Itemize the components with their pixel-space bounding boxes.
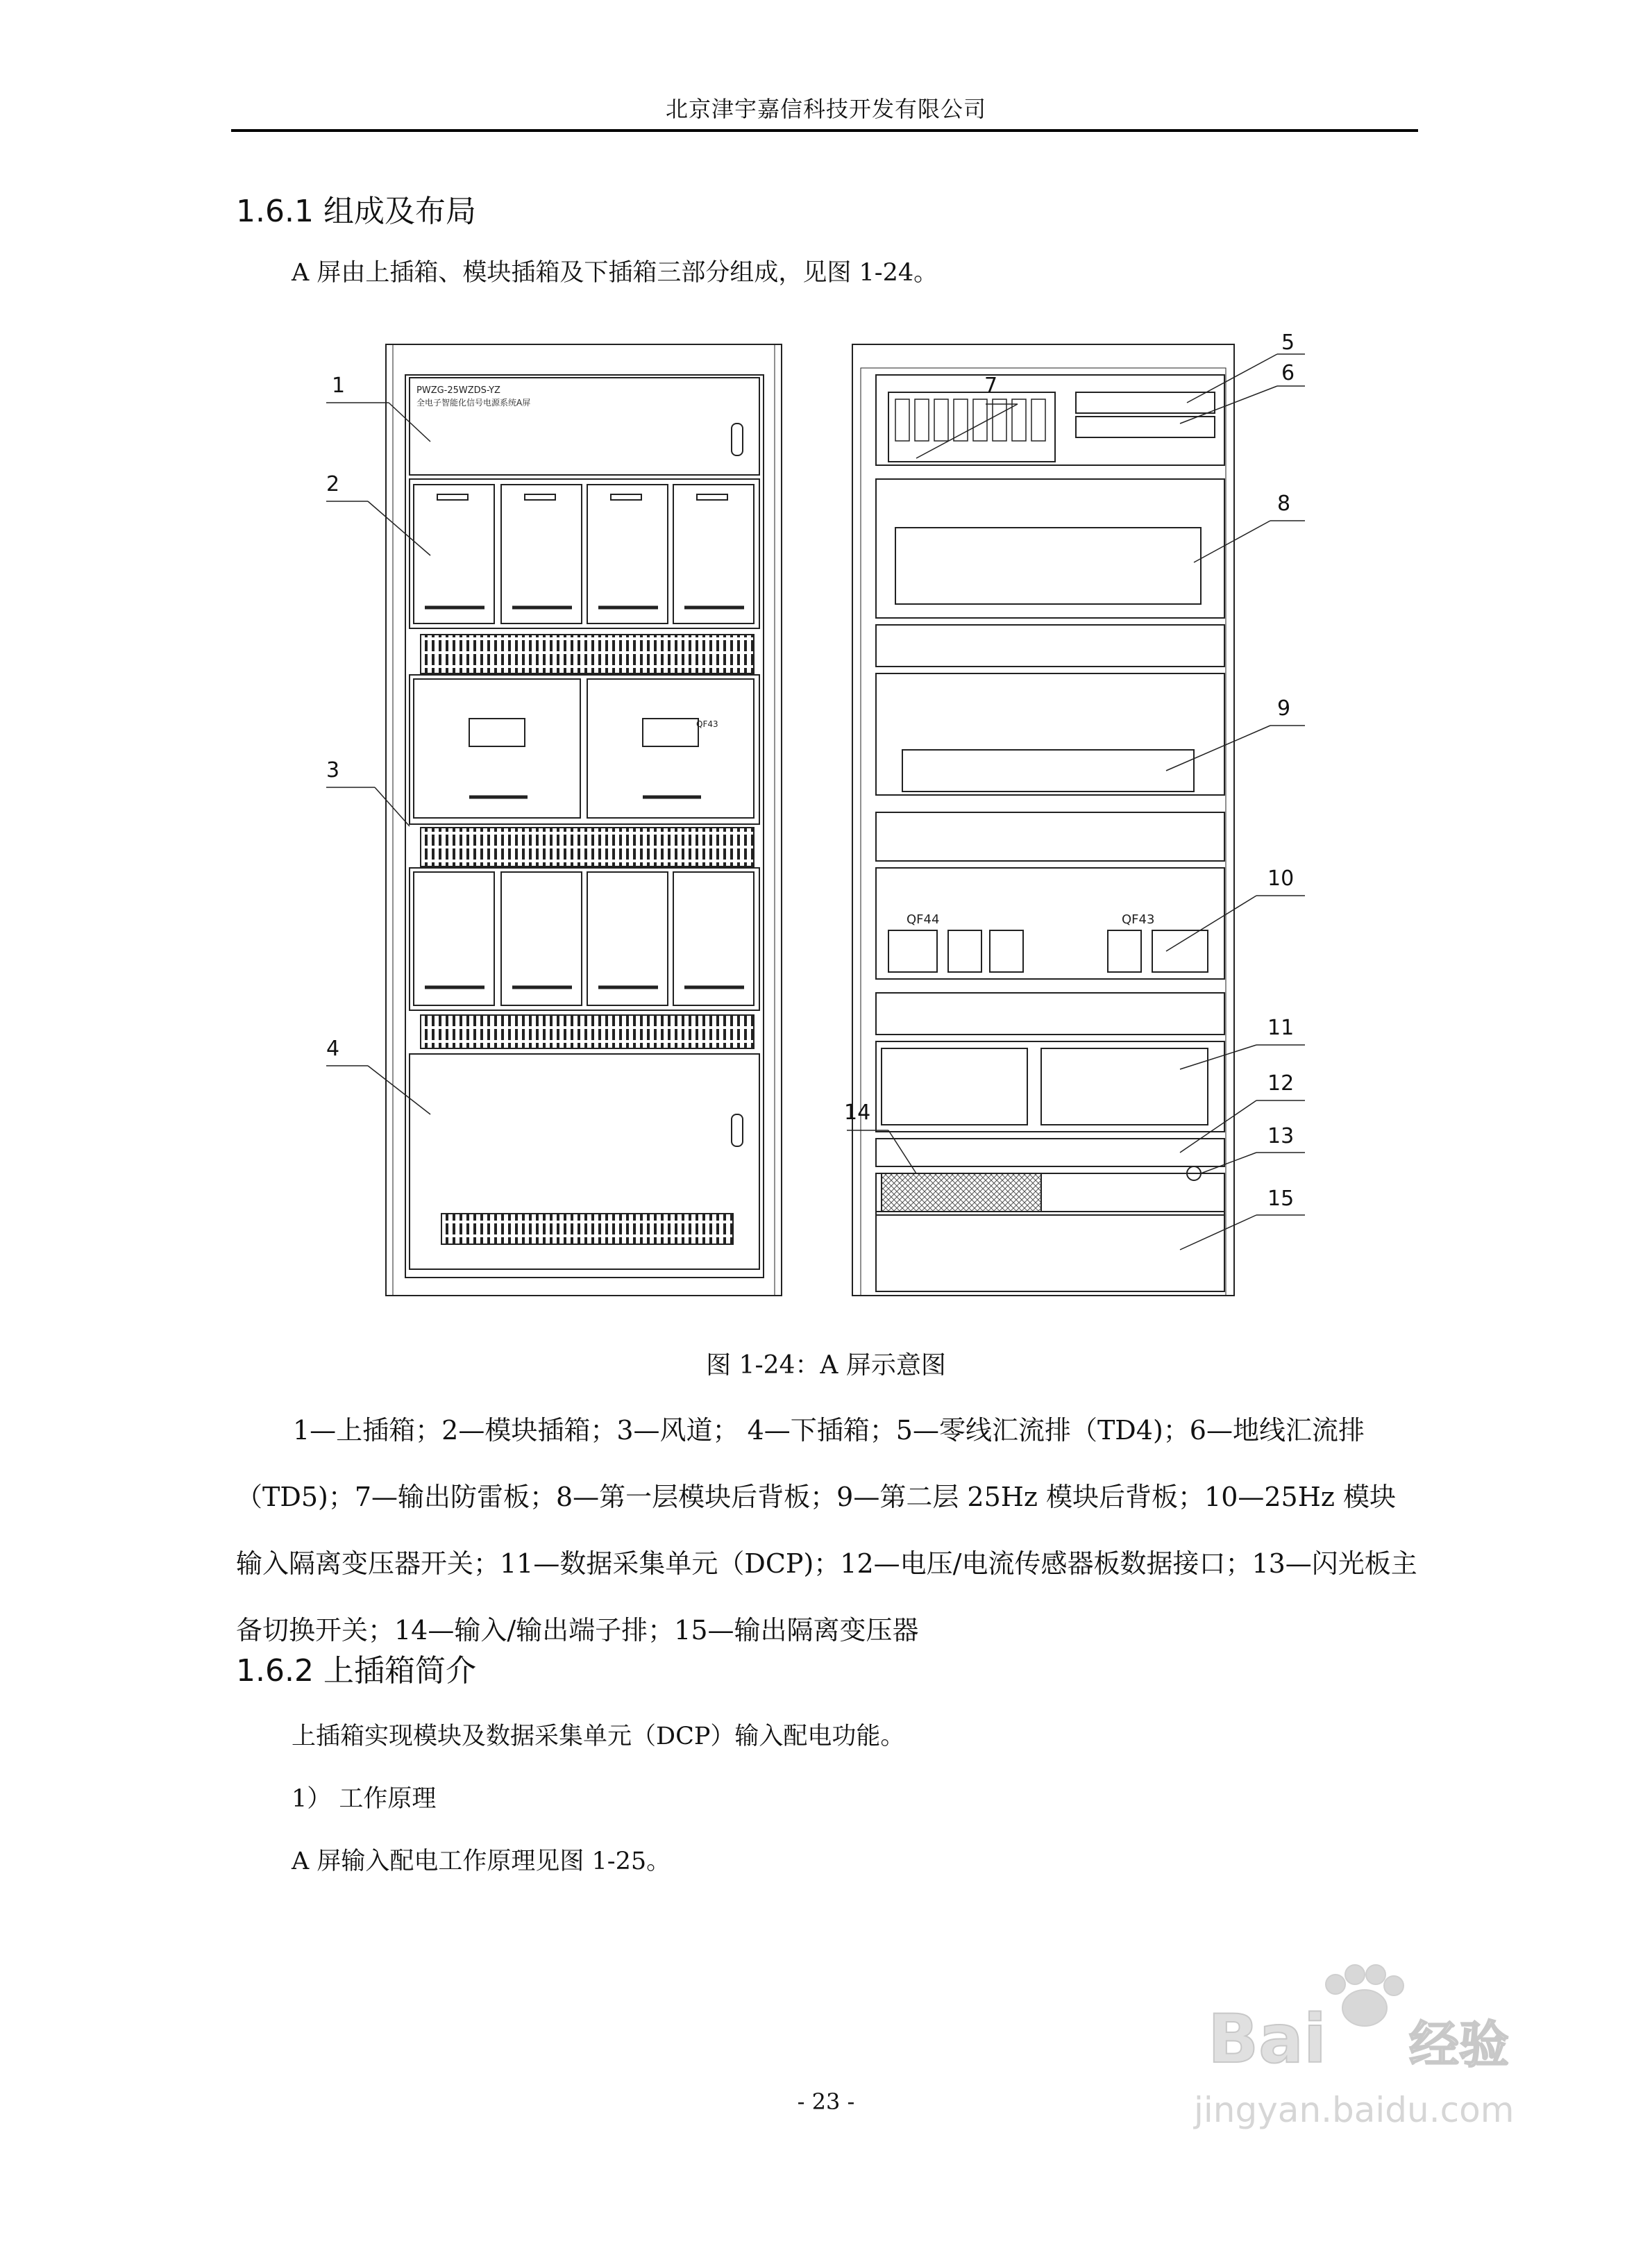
page-number: - 23 -: [797, 2088, 855, 2115]
figure-caption: 图 1-24：A 屏示意图: [706, 1351, 946, 1380]
section-heading-1-6-2: 1.6.2 上插箱简介: [236, 1653, 476, 1689]
lightning-board: [888, 392, 1055, 462]
callout-2: 2: [326, 472, 340, 496]
callout-11: 11: [1267, 1016, 1295, 1040]
callout-10: 10: [1267, 866, 1295, 891]
rear-cabinet: [852, 344, 1234, 1296]
callout-8: 8: [1277, 492, 1291, 516]
module-backplane-1: [876, 479, 1224, 618]
section-2-list-item-1: 1） 工作原理: [292, 1785, 437, 1813]
output-transformer: [876, 1212, 1224, 1291]
callout-numbers: [326, 330, 1295, 1211]
section-heading-1-6-1: 1.6.1 组成及布局: [236, 194, 476, 229]
callout-14: 14: [844, 1100, 871, 1125]
callout-6: 6: [1281, 361, 1295, 385]
front-panel-model: PWZG-25WZDS-YZ: [416, 385, 500, 396]
module-row-1: [414, 485, 754, 623]
terminal-block: [882, 1173, 1041, 1212]
callout-1: 1: [332, 374, 346, 398]
callout-12: 12: [1267, 1071, 1295, 1096]
breaker-label-right-rear: QF43: [1122, 912, 1155, 927]
callout-9: 9: [1277, 696, 1291, 721]
callout-lines: [326, 354, 1305, 1250]
callout-5: 5: [1281, 330, 1295, 355]
baidu-watermark: [1166, 1958, 1555, 2130]
watermark-brand-2: 经验: [1409, 2016, 1510, 2074]
fan-duct-3: [421, 1015, 754, 1048]
section-2-paragraph-1: 上插箱实现模块及数据采集单元（DCP）输入配电功能。: [292, 1723, 905, 1750]
callout-13: 13: [1267, 1124, 1295, 1148]
fan-duct-1: [421, 635, 754, 673]
breaker-label-right: QF43: [696, 719, 718, 729]
watermark-url: jingyan.baidu.com: [1194, 2090, 1515, 2130]
intro-paragraph: A 屏由上插箱、模块插箱及下插箱三部分组成，见图 1-24。: [292, 259, 938, 287]
front-panel-title: 全电子智能化信号电源系统A屏: [416, 398, 531, 408]
sensor-interface: [876, 1139, 1224, 1166]
callout-15: 15: [1267, 1187, 1295, 1211]
callout-4: 4: [326, 1037, 340, 1061]
watermark-brand: Bai: [1208, 2000, 1326, 2078]
fan-duct-2: [421, 828, 754, 866]
figure-legend: 1—上插箱；2—模块插箱；3—风道； 4—下插箱；5—零线汇流排（TD4)；6—地线汇流排（TD5)；7—输出防雷板；8—第一层模块后背板；9—第二层 25Hz 模块后背板；10—25Hz 模块输入隔离变压器开关；11—数据采集单元（DCP)；12—电压/电流传感器板数据接口；13—闪光板主备切换开关；14—输入/输出端子排；15—输出隔离变压器: [236, 1415, 1417, 1646]
section-2-paragraph-2: A 屏输入配电工作原理见图 1-25。: [292, 1848, 671, 1875]
callout-3: 3: [326, 758, 340, 782]
front-cabinet: [386, 344, 782, 1296]
module-backplane-2: [876, 673, 1224, 795]
dcp-unit: [876, 1041, 1224, 1132]
page-header: 北京津宇嘉信科技开发有限公司: [665, 96, 986, 122]
breaker-label-left: QF44: [907, 912, 940, 927]
callout-7: 7: [984, 374, 998, 398]
